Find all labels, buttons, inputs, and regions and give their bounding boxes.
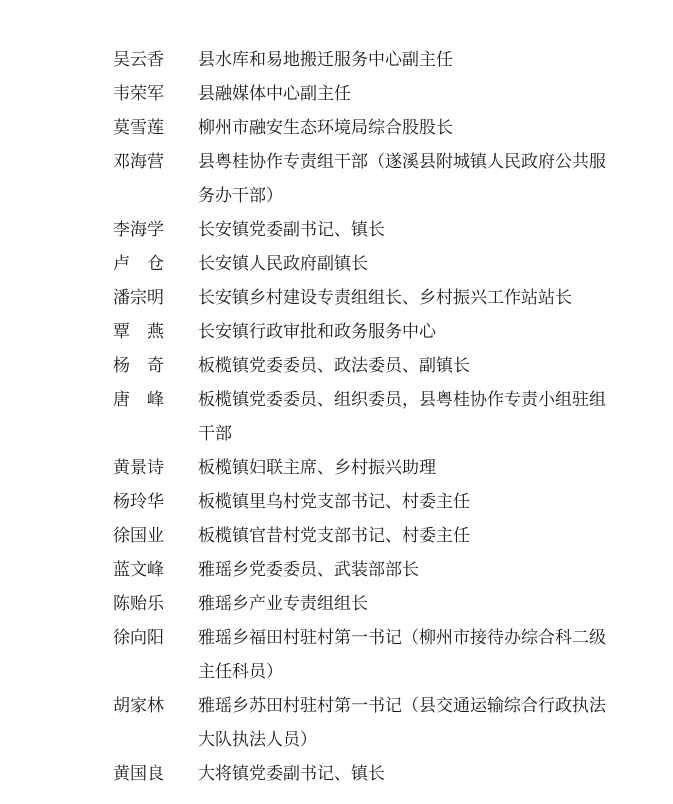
list-item (113, 383, 613, 451)
person-title: 长安镇行政审批和政务服务中心 (198, 322, 436, 342)
list-item (113, 587, 613, 621)
person-title: 雅瑶乡苏田村驻村第一书记（县交通运输综合行政执法大队执法人员） (198, 696, 606, 750)
personnel-list (113, 43, 613, 791)
person-title: 柳州市融安生态环境局综合股股长 (198, 118, 453, 138)
person-name: 莫雪莲 (113, 118, 164, 138)
list-item (113, 111, 613, 145)
person-title: 板榄镇党委委员、政法委员、副镇长 (198, 356, 470, 376)
list-item (113, 145, 613, 213)
list-item (113, 757, 613, 791)
person-name: 唐 峰 (113, 390, 164, 410)
list-item (113, 689, 613, 757)
list-item (113, 77, 613, 111)
person-title: 大将镇党委副书记、镇长 (198, 764, 385, 784)
person-title: 板榄镇党委委员、组织委员，县粤桂协作专责小组驻组干部 (198, 390, 606, 444)
person-name: 韦荣军 (113, 84, 164, 104)
person-title: 雅瑶乡产业专责组组长 (198, 594, 368, 614)
list-item (113, 213, 613, 247)
person-title: 县水库和易地搬迁服务中心副主任 (198, 50, 453, 70)
list-item (113, 621, 613, 689)
person-title: 县粤桂协作专责组干部（遂溪县附城镇人民政府公共服务办干部） (198, 152, 606, 206)
list-item (113, 281, 613, 315)
person-title: 长安镇人民政府副镇长 (198, 254, 368, 274)
person-name: 徐国业 (113, 526, 164, 546)
person-name: 黄国良 (113, 764, 164, 784)
person-name: 杨 奇 (113, 356, 164, 376)
person-title: 板榄镇官昔村党支部书记、村委主任 (198, 526, 470, 546)
person-name: 吴云香 (113, 50, 164, 70)
person-name: 蓝文峰 (113, 560, 164, 580)
list-item (113, 485, 613, 519)
list-item (113, 553, 613, 587)
person-name: 潘宗明 (113, 288, 164, 308)
person-name: 陈贻乐 (113, 594, 164, 614)
person-name: 黄景诗 (113, 458, 164, 478)
person-name: 杨玲华 (113, 492, 164, 512)
person-name: 覃 燕 (113, 322, 164, 342)
person-name: 徐向阳 (113, 628, 164, 648)
person-title: 板榄镇妇联主席、乡村振兴助理 (198, 458, 436, 478)
person-name: 邓海营 (113, 152, 164, 172)
person-title: 长安镇党委副书记、镇长 (198, 220, 385, 240)
list-item (113, 349, 613, 383)
person-title: 雅瑶乡党委委员、武装部部长 (198, 560, 419, 580)
list-item (113, 451, 613, 485)
list-item (113, 247, 613, 281)
person-name: 卢 仓 (113, 254, 164, 274)
list-item (113, 519, 613, 553)
person-title: 县融媒体中心副主任 (198, 84, 351, 104)
list-item (113, 315, 613, 349)
person-title: 长安镇乡村建设专责组组长、乡村振兴工作站站长 (198, 288, 572, 308)
person-name: 胡家林 (113, 696, 164, 716)
person-title: 雅瑶乡福田村驻村第一书记（柳州市接待办综合科二级主任科员） (198, 628, 606, 682)
person-name: 李海学 (113, 220, 164, 240)
list-item (113, 43, 613, 77)
person-title: 板榄镇里乌村党支部书记、村委主任 (198, 492, 470, 512)
